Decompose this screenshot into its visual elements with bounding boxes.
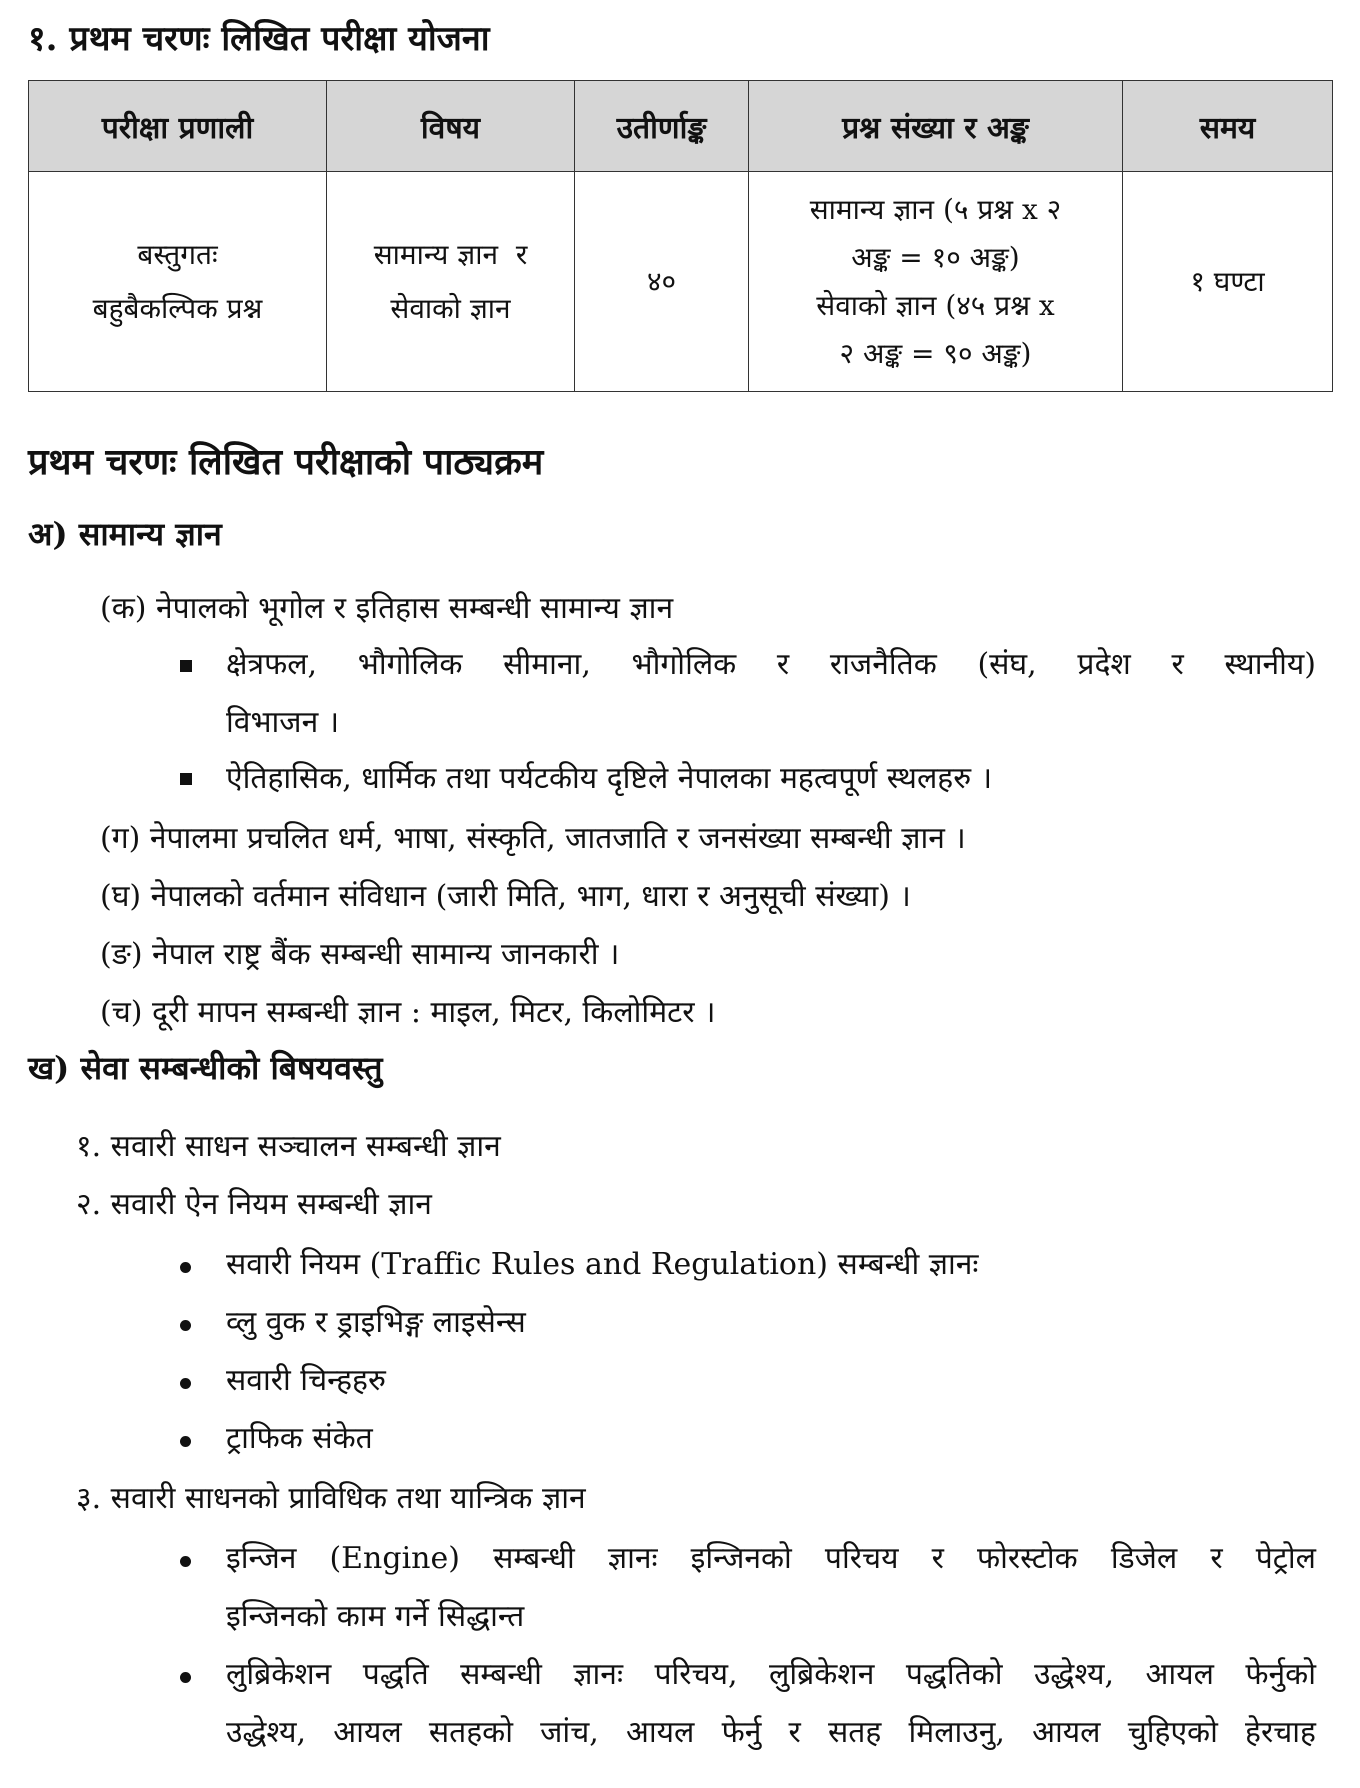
plan-heading: १. प्रथम चरणः लिखित परीक्षा योजना [28,19,490,59]
header-exam-system: परीक्षा प्रणाली [29,81,327,172]
list-item: (ङ) नेपाल राष्ट्र बैंक सम्बन्धी सामान्य जानकारी । [100,937,620,972]
cell-pass-marks: ४० [575,172,749,392]
bullet-icon [180,1262,191,1273]
list-item: ट्राफिक संकेत [226,1421,373,1456]
list-item: १. सवारी साधन सञ्चालन सम्बन्धी ज्ञान [76,1129,501,1164]
list-item: व्लु वुक र ड्राइभिङ्ग लाइसेन्स [226,1305,526,1340]
table-row [29,172,1333,392]
questions-line3: सेवाको ज्ञान (४५ प्रश्न x [816,288,1055,322]
bullet-icon [180,1672,191,1683]
list-item: ३. सवारी साधनको प्राविधिक तथा यान्त्रिक ज्ञान [76,1481,586,1516]
list-item: सवारी चिन्हहरु [226,1363,386,1398]
cell-time: १ घण्टा [1123,172,1333,392]
list-item [226,642,1316,683]
exam-plan-table [28,80,1333,392]
list-item: (क) नेपालको भूगोल र इतिहास सम्बन्धी सामान्य ज्ञान [100,591,674,626]
section-kha-title: ख) सेवा सम्बन्धीको बिषयवस्तु [28,1049,383,1087]
bullet-icon [180,1556,191,1567]
header-questions-marks: प्रश्न संख्या र अङ्क [749,81,1123,172]
item3-b2-line1: लुब्रिकेशन पद्धति सम्बन्धी ज्ञानः परिचय, लुब्रिकेशन पद्धतिको उद्धेश्य, आयल फेर्नुको [226,1657,1316,1692]
exam-system-line2: बहुबैकल्पिक प्रश्न [92,291,263,325]
table-header-row [29,81,1333,172]
ka-bullet1-line2: विभाजन । [226,705,340,740]
header-pass-marks: उतीर्णाङ्क [575,81,749,172]
bullet-icon [180,1436,191,1447]
bullet-icon [180,1378,191,1389]
list-item [226,1536,1316,1577]
item3-b1-line1: इन्जिन (Engine) सम्बन्धी ज्ञानः इन्जिनको परिचय र फोरस्टोक डिजेल र पेट्रोल [226,1541,1316,1576]
item3-b2-line2: उद्धेश्य, आयल सतहको जांच, आयल फेर्नु र सतह मिलाउनु, आयल चुहिएको हेरचाह [226,1715,1316,1750]
header-subject: विषय [327,81,575,172]
list-item [226,1652,1316,1693]
questions-line2: अङ्क = १० अङ्क) [851,240,1020,274]
square-bullet-icon [180,773,192,785]
square-bullet-icon [180,660,192,672]
ka-bullet1-line1: क्षेत्रफल, भौगोलिक सीमाना, भौगोलिक र राजनैतिक (संघ, प्रदेश र स्थानीय) [226,647,1316,682]
list-item: (च) दूरी मापन सम्बन्धी ज्ञान : माइल, मिटर, किलोमिटर । [100,995,716,1030]
header-time: समय [1123,81,1333,172]
list-item: २. सवारी ऐन नियम सम्बन्धी ज्ञान [76,1187,432,1222]
list-item: सवारी नियम (Traffic Rules and Regulation) सम्बन्धी ज्ञानः [226,1247,979,1282]
syllabus-heading: प्रथम चरणः लिखित परीक्षाको पाठ्यक्रम [28,441,544,483]
list-item: ऐतिहासिक, धार्मिक तथा पर्यटकीय दृष्टिले नेपालका महत्वपूर्ण स्थलहरु । [226,761,993,796]
cell-exam-system [29,172,327,392]
subject-line2: सेवाको ज्ञान [390,291,511,325]
cell-subject [327,172,575,392]
list-item: (ग) नेपालमा प्रचलित धर्म, भाषा, संस्कृति, जातजाति र जनसंख्या सम्बन्धी ज्ञान । [100,821,966,856]
list-item: (घ) नेपालको वर्तमान संविधान (जारी मिति, भाग, धारा र अनुसूची संख्या) । [100,879,911,914]
item3-b1-line2: इन्जिनको काम गर्ने सिद्धान्त [226,1599,525,1634]
questions-line1: सामान्य ज्ञान (५ प्रश्न x २ [809,192,1062,226]
cell-questions-marks [749,172,1123,392]
bullet-icon [180,1320,191,1331]
subject-line1: सामान्य ज्ञान र [373,237,528,271]
exam-system-line1: बस्तुगतः [137,237,218,271]
list-item [226,1710,1316,1751]
section-a-title: अ) सामान्य ज्ञान [28,515,222,553]
questions-line4: २ अङ्क = ९० अङ्क) [839,336,1032,370]
